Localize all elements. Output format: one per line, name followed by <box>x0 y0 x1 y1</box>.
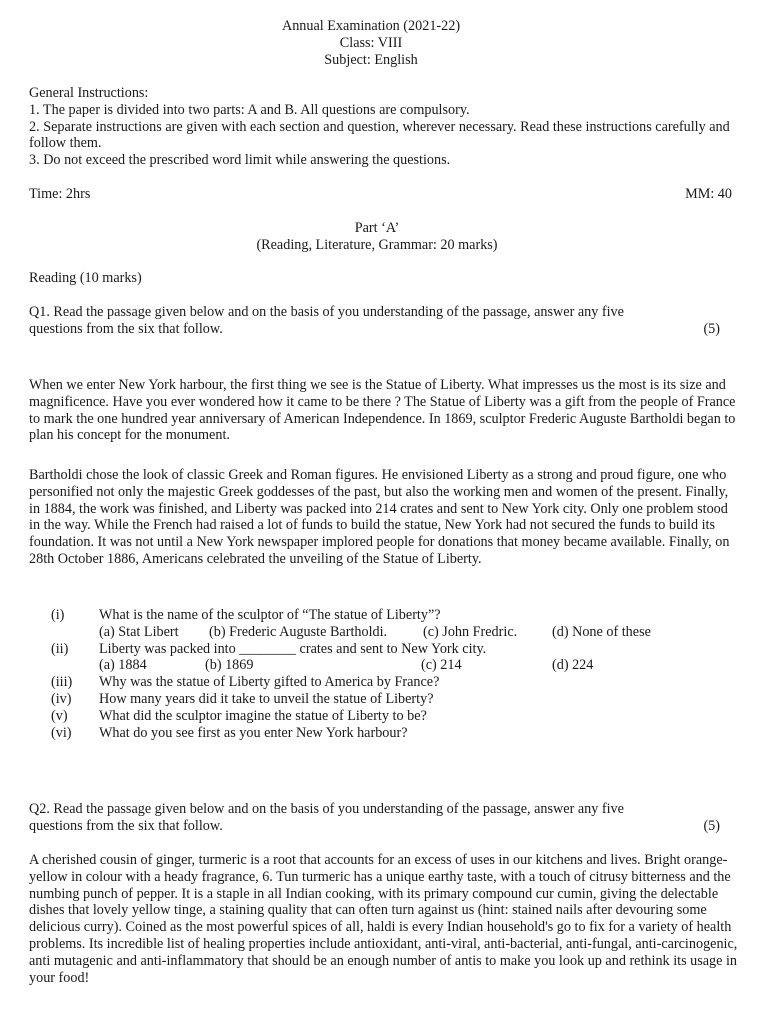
instruction-item: 1. The paper is divided into two parts: A and B. All questions are compulsory. <box>29 101 470 118</box>
option-b: (b) 1869 <box>205 657 254 674</box>
part-subtitle: (Reading, Literature, Grammar: 20 marks) <box>256 236 498 253</box>
exam-class: Class: VIII <box>339 34 403 51</box>
question-item <box>51 725 741 742</box>
instructions-title: General Instructions: <box>29 85 149 101</box>
question-number: (vi) <box>51 724 72 741</box>
time-marks-row <box>29 186 732 203</box>
q1-prompt-line2: questions from the six that follow. <box>29 320 223 337</box>
general-instructions <box>29 85 741 169</box>
option-d: (d) None of these <box>552 623 651 640</box>
question-number: (v) <box>51 707 68 724</box>
q1-prompt-line1: Q1. Read the passage given below and on the basis of you understanding of the passage, answer any five <box>29 304 624 320</box>
q2-prompt-line2: questions from the six that follow. <box>29 817 223 834</box>
instruction-item: 2. Separate instructions are given with each section and question, wherever necessary. Read these instructions carefully and follow them. <box>29 118 730 152</box>
question-number: (ii) <box>51 640 69 657</box>
q1-passage-para2: Bartholdi chose the look of classic Greek and Roman figures. He envisioned Liberty as a strong and proud figure, one who personified not only the majestic Greek goddesses of the past, but also the working men and women of the present. Finally, in 1884, the work was finished, and Liberty was packed into 214 crates and sent to New York city. Only one problem stood in the way. While the French had raised a lot of funds to build the statue, New York had not secured the funds to build its foundation. It was not until a New York newspaper implored people for donations that money became available. Finally, on 28th October 1886, Americans celebrated the unveiling of the Statue of Liberty. <box>29 467 730 567</box>
question-item <box>51 607 741 624</box>
q2-passage-para1: A cherished cousin of ginger, turmeric is a root that accounts for an excess of uses in our kitchens and lives. Bright orange-yellow in colour with a heady fragrance, 6. Tun turmeric has a unique earthy taste, with a touch of citrusy bitterness and the numbing punch of pepper. It is a staple in all Indian cooking, with its primary compound cur cumin, giving the delectable dishes that lovely yellow tinge, a staining quality that can often turn against us (hint: stained nails after devouring some delicious curry). Coined as the most powerful spices of all, haldi is every Indian household's go to fix for a variety of health problems. Its incredible list of healing properties include antioxidant, anti-viral, anti-bacterial, anti-fungal, anti-carcinogenic, anti mutagenic and anti-inflammatory that should be an enough number of antis to make you look up and rethink its usage in your food! <box>29 852 738 986</box>
question-item <box>51 708 741 725</box>
question-item <box>51 674 741 691</box>
question-number: (iv) <box>51 690 72 707</box>
option-c: (c) 214 <box>421 657 462 674</box>
q2-prompt <box>29 801 741 835</box>
instruction-item: 3. Do not exceed the prescribed word limit while answering the questions. <box>29 152 451 169</box>
option-a: (a) Stat Libert <box>99 623 179 640</box>
q2-prompt-line1: Q2. Read the passage given below and on the basis of you understanding of the passage, answer any five <box>29 801 624 817</box>
q1-marks: (5) <box>703 320 720 337</box>
exam-subject: Subject: English <box>324 51 418 68</box>
max-marks-label: MM: 40 <box>685 186 732 202</box>
question-text: How many years did it take to unveil the statue of Liberty? <box>99 690 434 707</box>
option-b: (b) Frederic Auguste Bartholdi. <box>209 623 388 640</box>
q1-question-list <box>51 607 741 741</box>
question-text: Why was the statue of Liberty gifted to America by France? <box>99 674 440 691</box>
question-text: What is the name of the sculptor of “The statue of Liberty”? <box>99 607 441 623</box>
question-item <box>51 691 741 708</box>
question-item <box>51 641 741 658</box>
question-number: (i) <box>51 607 65 623</box>
option-c: (c) John Fredric. <box>423 623 518 640</box>
option-d: (d) 224 <box>552 657 594 674</box>
question-text: Liberty was packed into ________ crates and sent to New York city. <box>99 640 487 657</box>
time-label: Time: 2hrs <box>29 186 91 202</box>
q1-passage-para1: When we enter New York harbour, the first thing we see is the Statue of Liberty. What impresses us the most is its size and magnificence. Have you ever wondered how it came to be there ? The Statue of Liberty was a gift from the people of France to mark the one hundred year anniversary of American Independence. In 1869, sculptor Frederic Auguste Bartholdi began to plan his concept for the monument. <box>29 377 736 444</box>
question-options <box>51 624 741 641</box>
question-number: (iii) <box>51 674 73 691</box>
exam-header <box>0 18 768 68</box>
exam-title: Annual Examination (2021-22) <box>281 18 461 34</box>
q2-marks: (5) <box>703 817 720 834</box>
q1-prompt <box>29 304 741 338</box>
reading-heading: Reading (10 marks) <box>29 270 142 286</box>
part-title: Part ‘A’ <box>354 220 400 236</box>
question-text: What did the sculptor imagine the statue of Liberty to be? <box>99 707 427 724</box>
part-a-heading <box>0 220 768 254</box>
question-options <box>51 657 741 674</box>
option-a: (a) 1884 <box>99 657 147 674</box>
question-text: What do you see first as you enter New York harbour? <box>99 724 408 741</box>
